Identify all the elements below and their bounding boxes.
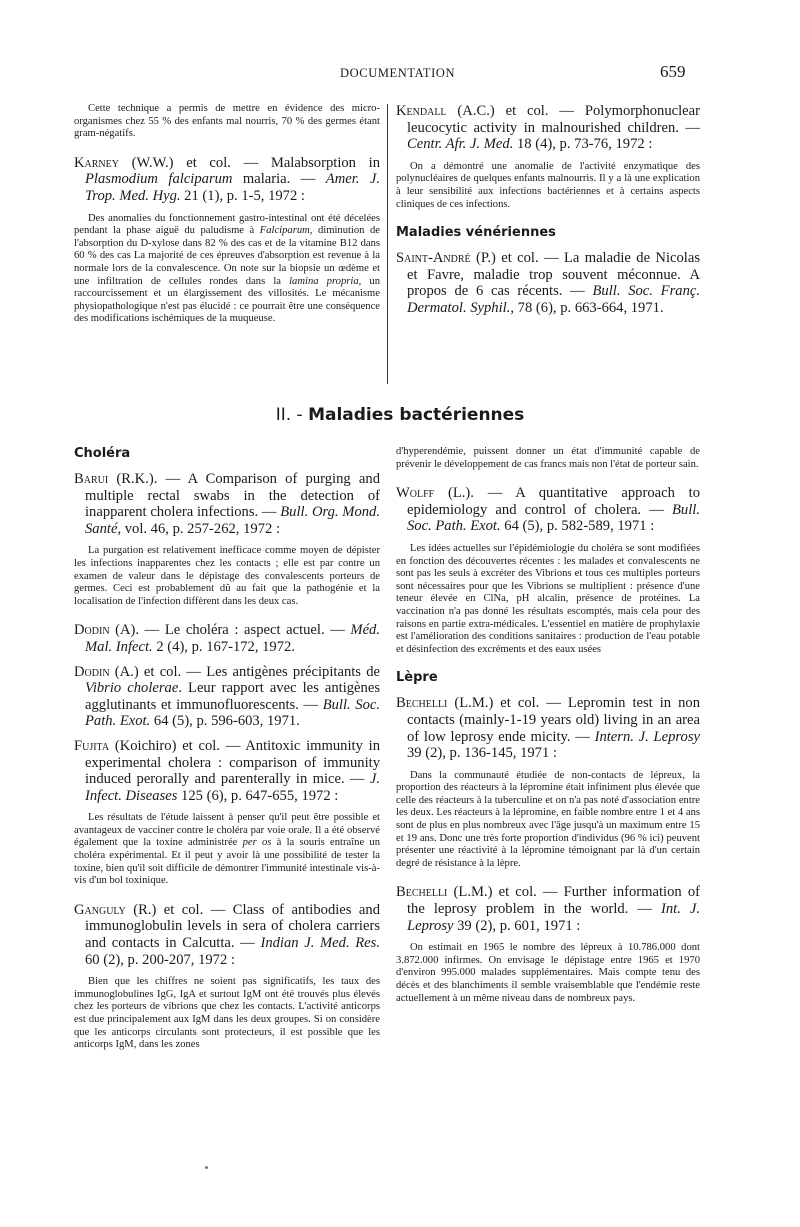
- rubric-heading: Lèpre: [396, 670, 438, 686]
- abstract-text: La purgation est relativement inefficace comme moyen de dépister les infections inapparentes chez les contacts ; elle est par contre un examen de valeur dans le dépistage des convalescents porteurs de germes. Ceci est probablement dû au fait que la pathogénie et la localisation de l'infection diffèrent dans les deux cas.: [74, 545, 380, 607]
- ref-title: (R.K.). — A Comparison of purging and multiple rectal swabs in the detection of inapparent cholera infections. —: [85, 471, 380, 521]
- reference-wolff: [396, 485, 700, 535]
- ref-citation: 39 (2), p. 601, 1971 :: [453, 917, 581, 934]
- ref-journal: J. Infect. Diseases: [85, 771, 380, 804]
- ref-citation: 64 (5), p. 582-589, 1971 :: [500, 518, 655, 535]
- ref-title: (A.C.) et col. — Polymorphonuclear leucocytic activity in malnourished children. —: [407, 103, 700, 136]
- ref-author: Karney: [74, 154, 119, 171]
- running-head: DOCUMENTATION: [340, 66, 456, 80]
- abstract-text: On a démontré une anomalie de l'activité enzymatique des polynucléaires de quelques enfants malnourris. Il y a là une explication à leur sensibilité aux infections bactériennes et à certains aspects cliniques de ces infections.: [396, 160, 700, 210]
- ref-citation: 64 (5), p. 596-603, 1971.: [150, 713, 300, 730]
- ref-author: Ganguly: [74, 901, 126, 918]
- ref-citation: 21 (1), p. 1-5, 1972 :: [180, 187, 305, 204]
- ref-author: Fujita: [74, 737, 110, 754]
- ref-title-italic: Plasmodium falciparum: [85, 171, 233, 188]
- top-right-column: [396, 103, 700, 325]
- ref-citation: , 78 (6), p. 663-664, 1971.: [510, 299, 664, 316]
- ref-author: Saint-André: [396, 250, 471, 267]
- ref-author: Bechelli: [396, 884, 448, 901]
- abstract-text: Les idées actuelles sur l'épidémiologie du choléra se sont modifiées en fonction des découvertes récentes : les malades et convalescents ne sont pas les seuls à excréter des Vibrions et tous ces multiples porteurs sont nécessaires pour que les Vibrions se multiplient : présence d'une teneur élevée en ClNa, pH alcalin, présence de protéines. La vaccination n'a pas donné les résultats escomptés, mais cela pour des raisons en partie extra-médicales. L'essentiel en matière de prophylaxie est l'amélioration des conditions sanitaires : production de l'eau potable et désinfection des excréments et des eaux usées: [396, 542, 700, 655]
- ref-journal: Bull. Org. Mond. Santé: [85, 504, 380, 537]
- ref-title: (L.M.) et col. — Lepromin test in non contacts (mainly-1-19 years old) living in an area of low leprosy ende micity. —: [407, 695, 700, 745]
- ref-author: Bechelli: [396, 695, 448, 712]
- ref-title: (L.). — A quantitative approach to epidemiology and control of cholera. —: [407, 485, 700, 518]
- reference-bechelli-2: [396, 884, 700, 934]
- rubric-heading: Choléra: [74, 446, 131, 461]
- ref-author: Wolff: [396, 485, 435, 502]
- ref-citation: 39 (2), p. 136-145, 1971 :: [407, 745, 557, 762]
- abstract-text: Des anomalies du fonctionnement gastro-intestinal ont été décelées pendant la phase aiguë du paludisme à Falciparum, diminution de l'absorption du D-xylose dans 82 % des cas et de la vitamine B12 dans 60 % des cas La majorité de ces épreuves d'absorption est revenue à la normale lors de la convalescence. On note sur la biopsie un œdème et une infiltration de cellules rondes dans la lamina propria, un raccourcissement et un élargissement des villosités. Le mécanisme physiopathologique n'est pas élucidé : ce pourrait être une conséquence des modifications ischémiques de la muqueuse.: [74, 212, 381, 325]
- reference-dodin-1: [74, 622, 380, 655]
- ref-title: (A.) et col. — Les antigènes précipitants de: [109, 663, 380, 680]
- ref-title-italic: Vibrio cholerae: [85, 680, 179, 697]
- rubric-heading: Maladies vénériennes: [396, 225, 556, 241]
- ref-author: Dodin: [74, 663, 110, 680]
- ref-journal: Indian J. Med. Res.: [260, 935, 380, 952]
- stray-mark: [205, 1166, 208, 1169]
- abstract-text: Dans la communauté étudiée de non-contacts de lépreux, la proportion des réacteurs à la lépromine était infiniment plus élevée que celle des réacteurs à la tuberculine et on n'a pas noté d'association entre les deux. Les réacteurs à la lépromine, en faible nombre entre 1 et 4 ans sont de plus en plus nombreux avec l'âge jusqu'à un maximum entre 15 et 19 ans. Donc une très forte proportion d'individus (96 % ici) peuvent présenter une réactivité à la lépromine témoignant par là d'un certain degré de résistance à la lèpre.: [396, 769, 700, 869]
- reference-kendall: [396, 103, 700, 153]
- ref-citation: 18 (4), p. 73-76, 1972 :: [513, 136, 653, 153]
- abstract-text: Les résultats de l'étude laissent à penser qu'il peut être possible et avantageux de vacciner contre le choléra par voie orale. Il a été observé également que la toxine administrée per os à la souris entraîne un choléra expérimental. Et il peut y avoir là une possibilité de tester la toxine, bien qu'il soit difficile de démontrer l'immunité intestinale vis-à-vis d'un bol toxinique.: [74, 812, 380, 887]
- reference-ganguly: [74, 902, 380, 968]
- ref-citation: 60 (2), p. 200-207, 1972 :: [85, 951, 235, 968]
- column-divider: [387, 104, 388, 384]
- ref-author: Dodin: [74, 622, 110, 639]
- ref-journal: Amer. J. Trop. Med. Hyg.: [85, 171, 380, 204]
- ref-title: malaria. —: [232, 171, 326, 188]
- reference-dodin-2: [74, 664, 380, 730]
- ref-citation: 2 (4), p. 167-172, 1972.: [152, 638, 295, 655]
- ref-title: (R.) et col. — Class of antibodies and immunoglobulin levels in sera of cholera carriers and contacts in Calcutta. —: [85, 901, 380, 952]
- ref-title: (L.M.) et col. — Further information of the leprosy problem in the world. —: [407, 884, 700, 918]
- ref-journal: Bull. Soc. Path. Exot.: [407, 501, 700, 535]
- abstract-text-continued: d'hyperendémie, puissent donner un état d'immunité capable de prévenir le développement de cas francs mais non l'état de porteur sain.: [396, 446, 700, 470]
- ref-citation: 125 (6), p. 647-655, 1972 :: [177, 787, 339, 804]
- bottom-left-column: [74, 446, 380, 1066]
- ref-title: . Leur rapport avec les antigènes agglutinants et immunofluorescents. —: [85, 680, 380, 713]
- reference-fujita: [74, 738, 380, 804]
- ref-author: Kendall: [396, 103, 447, 119]
- ref-journal: Intern. J. Leprosy: [594, 728, 700, 745]
- ref-journal: Int. J. Leprosy: [407, 901, 700, 934]
- section-title: II. - Maladies bactériennes: [275, 405, 525, 425]
- ref-journal: Bull. Soc. Path. Exot.: [85, 696, 380, 730]
- abstract-text: On estimait en 1965 le nombre des lépreux à 10.786.000 dont 3.872.000 infirmes. On envisage le dépistage entre 1965 et 1970 d'environ 995.000 malades supplémentaires. Mais compte tenu des décès et des blanchiments il semble vraisemblable que l'endémie reste actuellement à un même niveau dans de nombreux pays.: [396, 942, 700, 1004]
- ref-title: (P.) et col. — La maladie de Nicolas et Favre, maladie trop souvent méconnue. A propos de 6 cas récents. —: [407, 250, 700, 300]
- ref-citation: , vol. 46, p. 257-262, 1972 :: [117, 520, 280, 537]
- ref-author: Barui: [74, 471, 109, 487]
- reference-barui: [74, 471, 380, 537]
- ref-journal: Méd. Mal. Infect.: [85, 622, 380, 655]
- reference-saint-andre: [396, 250, 700, 316]
- ref-title: (W.W.) et col. — Malabsorption in: [118, 154, 380, 171]
- ref-title: (Koichiro) et col. — Antitoxic immunity in experimental cholera : comparison of immunity induced perorally and parenterally in mice. —: [85, 737, 380, 788]
- page-number: 659: [660, 62, 686, 81]
- ref-journal: Centr. Afr. J. Med.: [407, 136, 514, 153]
- reference-bechelli-1: [396, 695, 700, 761]
- reference-karney: [74, 155, 380, 205]
- abstract-text: Bien que les chiffres ne soient pas significatifs, les taux des immunoglobulines IgG, IgA et surtout IgM ont été trouvés plus élevés chez les porteurs de vibrions que chez les contacts. L'activité anticorps est due principalement aux IgM dans les deux groupes. Si on considère que les anticorps circulants sont protecteurs, il est possible que les anticorps IgM, dans les zones: [74, 976, 380, 1051]
- top-left-column: [74, 103, 380, 340]
- abstract-text: Cette technique a permis de mettre en évidence des micro-organismes chez 55 % des enfants mal nourris, 70 % des germes étant gram-négatifs.: [74, 103, 380, 140]
- ref-title: (A). — Le choléra : aspect actuel. —: [109, 622, 351, 639]
- bottom-right-column: [396, 446, 700, 1019]
- ref-journal: Bull. Soc. Franç. Dermatol. Syphil.: [407, 283, 700, 316]
